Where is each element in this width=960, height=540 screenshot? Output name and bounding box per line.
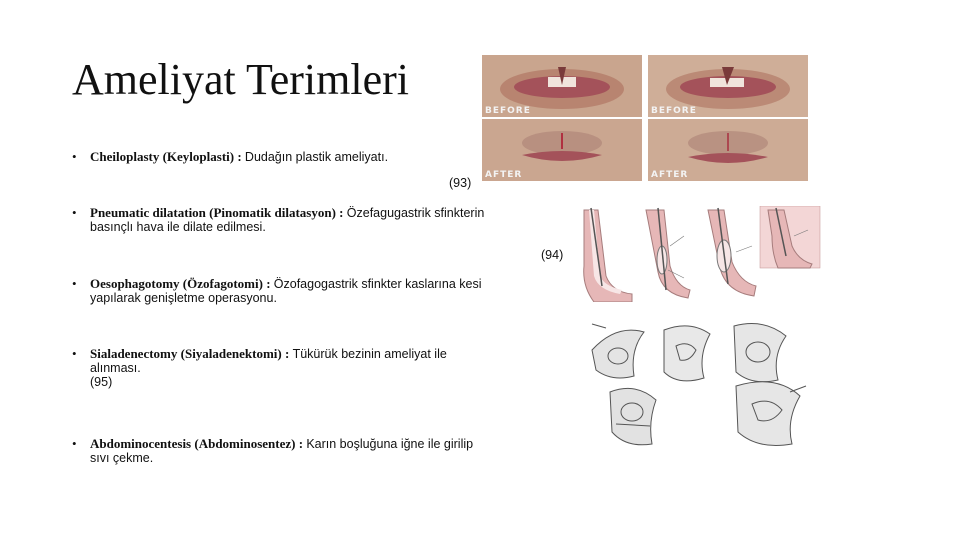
after-photo-left	[482, 119, 642, 181]
bullet: •	[72, 149, 77, 164]
reference-93: (93)	[449, 176, 472, 190]
bullet: •	[72, 276, 77, 291]
term-definition: Özofagogastrik sfinkter kaslarına kesi	[273, 277, 482, 291]
photo-label: AFTER	[485, 170, 523, 180]
bullet: •	[72, 205, 77, 220]
term-definition-line2: basınçlı hava ile dilate edilmesi.	[90, 220, 266, 234]
gland-panel-1	[592, 324, 644, 378]
dilatation-panel-4	[760, 206, 820, 268]
bullet: •	[72, 436, 77, 451]
dilatation-panel-2	[646, 208, 690, 298]
photo-label: BEFORE	[651, 106, 697, 116]
cleft-lip-photo-grid	[482, 55, 808, 181]
gland-panel-5	[736, 382, 806, 446]
sialadenectomy-illustration	[586, 320, 810, 450]
term-sialadenectomy	[72, 347, 542, 395]
after-photo-right	[648, 119, 808, 181]
gland-panel-4	[610, 388, 656, 444]
photo-label: AFTER	[651, 170, 689, 180]
before-photo-left	[482, 55, 642, 117]
term-name: Oesophagotomy (Özofagotomi) :	[90, 276, 271, 291]
term-definition: Tükürük bezinin ameliyat ile	[292, 347, 447, 361]
term-name: Cheiloplasty (Keyloplasti) :	[90, 149, 242, 164]
term-name: Abdominocentesis (Abdominosentez) :	[90, 436, 304, 451]
term-name: Pneumatic dilatation (Pinomatik dilatasyon) :	[90, 205, 344, 220]
term-definition-line2: yapılarak genişletme operasyonu.	[90, 291, 277, 305]
gland-panel-3	[734, 324, 786, 382]
term-cheiloplasty	[72, 150, 532, 168]
term-name: Sialadenectomy (Siyaladenektomi) :	[90, 346, 290, 361]
term-definition: Karın boşluğuna iğne ile girilip	[306, 437, 474, 451]
reference-95: (95)	[90, 375, 113, 389]
term-definition-line2: alınması.	[90, 361, 141, 375]
gland-panel-2	[664, 326, 710, 381]
term-pneumatic-dilatation	[72, 206, 577, 238]
term-oesophagotomy	[72, 277, 567, 309]
term-definition: Dudağın plastik ameliyatı.	[244, 150, 389, 164]
before-photo-right	[648, 55, 808, 117]
term-abdominocentesis	[72, 437, 567, 469]
dilatation-panel-3	[708, 208, 756, 296]
photo-label: BEFORE	[485, 106, 531, 116]
term-definition: Özefagugastrik sfinkterin	[346, 206, 485, 220]
term-definition-line2: sıvı çekme.	[90, 451, 154, 465]
slide-title: Ameliyat Terimleri	[72, 55, 410, 104]
reference-94: (94)	[541, 248, 564, 262]
dilatation-panel-1	[584, 208, 632, 302]
bullet: •	[72, 346, 77, 361]
pneumatic-dilatation-illustration	[572, 206, 822, 302]
